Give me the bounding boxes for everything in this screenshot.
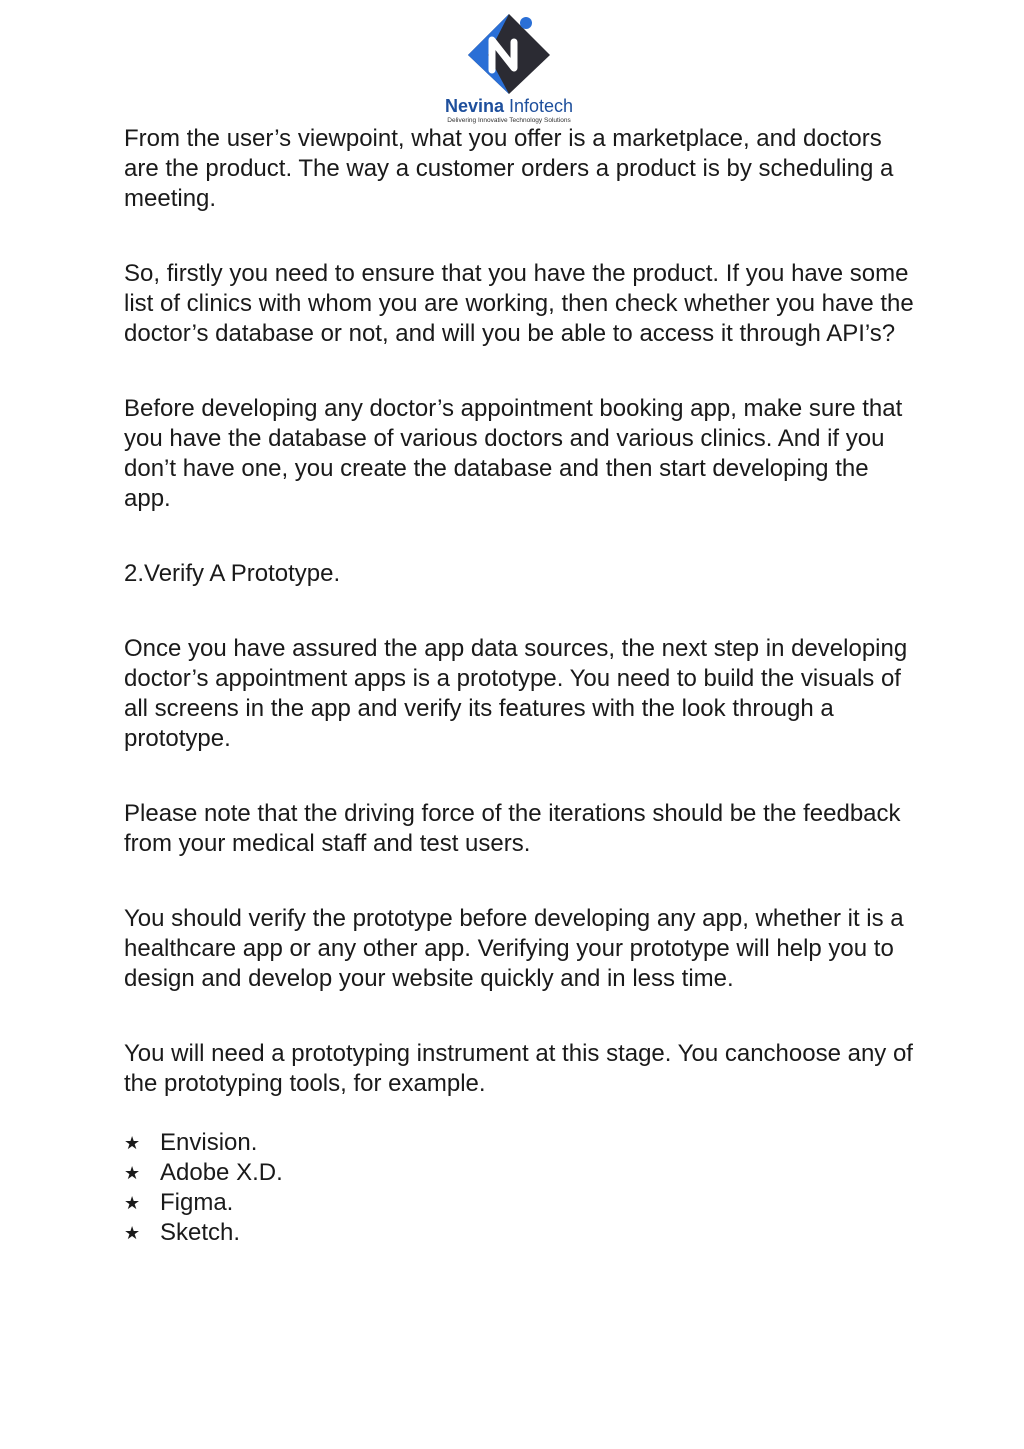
star-bullet-icon: ★ — [124, 1193, 141, 1213]
paragraph-intro: From the user’s viewpoint, what you offer is a marketplace, and doctors are the product. The way a customer orders a product is by scheduling a meeting. — [124, 125, 894, 212]
paragraph-prototype-step: Once you have assured the app data sources, the next step in developing doctor’s appointment apps is a prototype. You need to build the visuals of all screens in the app and verify its features with the look through a prototype. — [124, 635, 908, 752]
star-bullet-icon: ★ — [124, 1223, 141, 1243]
list-item — [124, 1218, 914, 1248]
paragraph-ensure-product: So, firstly you need to ensure that you have the product. If you have some list of clinics with whom you are working, then check whether you have the doctor’s database or not, and will you be able to access it through API’s? — [124, 260, 914, 347]
list-item — [124, 1158, 914, 1188]
brand-name-second: Infotech — [509, 96, 574, 116]
tools-list — [124, 1128, 914, 1248]
list-item-label: Envision. — [160, 1129, 258, 1156]
star-bullet-icon: ★ — [124, 1163, 141, 1183]
list-item — [124, 1188, 914, 1218]
paragraph-prototyping-tools: You will need a prototyping instrument at this stage. You canchoose any of the prototyping tools, for example. — [124, 1040, 913, 1097]
nevina-n-logo-icon — [464, 10, 554, 95]
paragraph-feedback: Please note that the driving force of the iterations should be the feedback from your medical staff and test users. — [124, 800, 901, 857]
list-item-label: Sketch. — [160, 1219, 241, 1246]
list-item — [124, 1128, 914, 1158]
brand-name-first: Nevina — [444, 96, 504, 116]
list-item-label: Figma. — [160, 1189, 234, 1216]
article-body — [124, 124, 914, 1248]
paragraph-verify-before: You should verify the prototype before developing any app, whether it is a healthcare app or any other app. Verifying your prototype will help you to design and develop your website quickly and in less time. — [124, 905, 904, 992]
brand-name — [424, 96, 594, 116]
brand-tagline: Delivering Innovative Technology Solutions — [447, 117, 571, 124]
star-bullet-icon: ★ — [124, 1133, 141, 1153]
section-heading-verify-prototype: 2.Verify A Prototype. — [124, 560, 341, 587]
list-item-label: Adobe X.D. — [160, 1159, 283, 1186]
paragraph-database: Before developing any doctor’s appointment booking app, make sure that you have the database of various doctors and various clinics. And if you don’t have one, you create the database and then start developing the app. — [124, 395, 903, 512]
company-logo — [424, 10, 594, 130]
